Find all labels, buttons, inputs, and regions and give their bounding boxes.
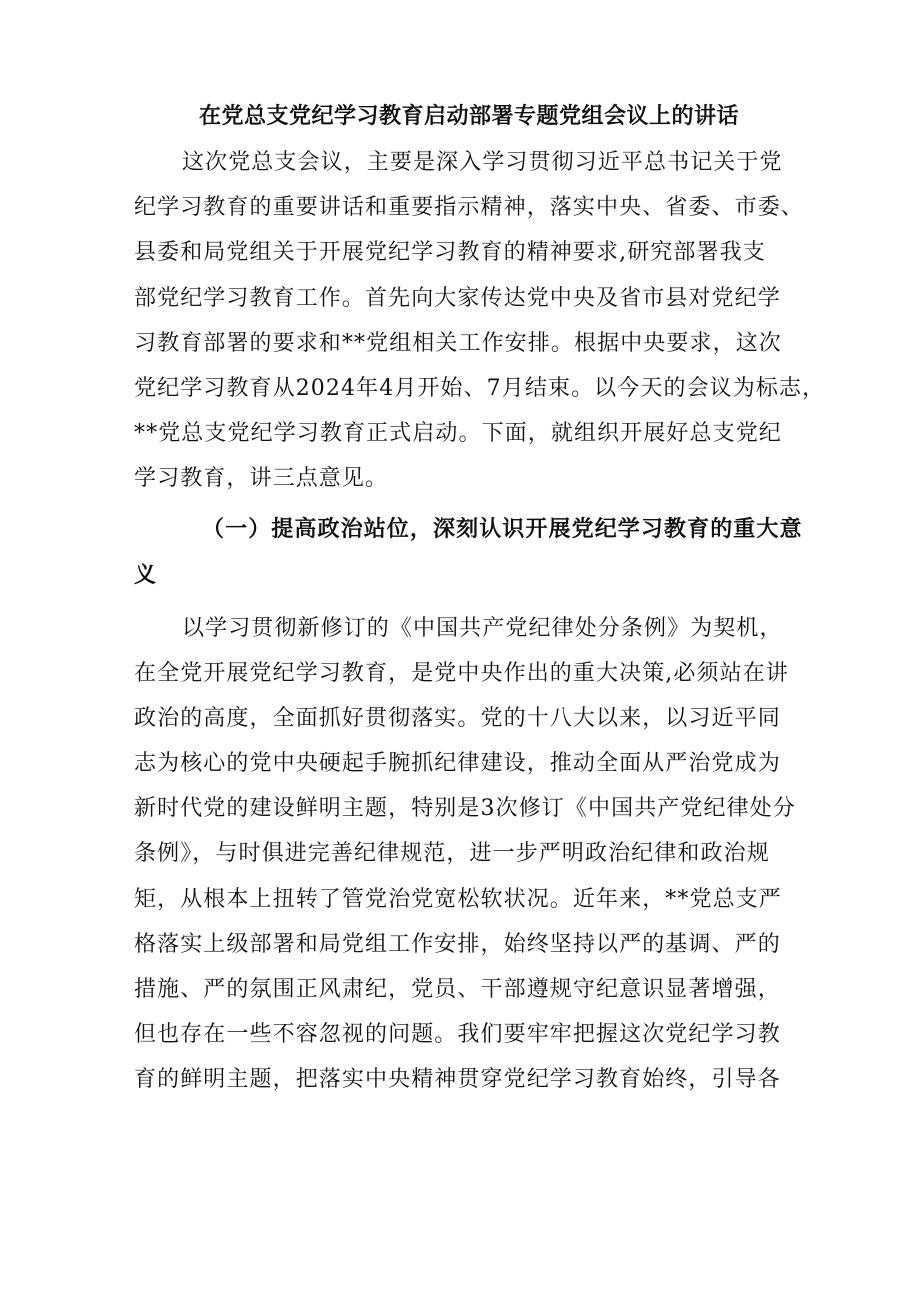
paragraph-line: 新时代党的建设鲜明主题，特别是3次修订《中国共产党纪律处分 <box>134 796 796 822</box>
intro-paragraph <box>134 140 826 502</box>
paragraph-line: **党总支党纪学习教育正式启动。下面，就组织开展好总支党纪 <box>134 421 782 447</box>
paragraph-line: 但也存在一些不容忽视的问题。我们要牢牢把握这次党纪学习教 <box>134 1022 781 1048</box>
document-title: 在党总支党纪学习教育启动部署专题党组会议上的讲话 <box>198 103 739 129</box>
section-heading-1 <box>134 506 804 598</box>
paragraph-line: 以学习贯彻新修订的《中国共产党纪律处分条例》为契机， <box>182 615 783 641</box>
heading-line: （一）提高政治站位，深刻认识开展党纪学习教育的重大意 <box>202 515 803 542</box>
paragraph-line: 学习教育，讲三点意见。 <box>134 466 389 492</box>
paragraph-line: 纪学习教育的重要讲话和重要指示精神，落实中央、省委、市委、 <box>134 195 804 221</box>
paragraph-line: 习教育部署的要求和**党组相关工作安排。根据中央要求，这次 <box>134 330 782 356</box>
paragraph-line: 育的鲜明主题，把落实中央精神贯穿党纪学习教育始终，引导各 <box>134 1067 781 1093</box>
section-1-paragraph <box>134 606 804 1103</box>
paragraph-line: 格落实上级部署和局党组工作安排，始终坚持以严的基调、严的 <box>134 931 781 957</box>
paragraph-line: 在全党开展党纪学习教育，是党中央作出的重大决策,必须站在讲 <box>134 660 789 686</box>
heading-line: 义 <box>134 561 158 588</box>
paragraph-line: 部党纪学习教育工作。首先向大家传达党中央及省市县对党纪学 <box>134 285 781 311</box>
paragraph-line: 措施、严的氛围正风肃纪，党员、干部遵规守纪意识显著增强， <box>134 977 781 1002</box>
paragraph-line: 党纪学习教育从2024年4月开始、7月结束。以今天的会议为标志， <box>134 375 826 401</box>
paragraph-line: 志为核心的党中央硬起手腕抓纪律建设，推动全面从严治党成为 <box>134 751 781 777</box>
paragraph-line: 县委和局党组关于开展党纪学习教育的精神要求,研究部署我支 <box>134 240 766 266</box>
paragraph-line: 条例》，与时俱进完善纪律规范，进一步严明政治纪律和政治规 <box>134 841 770 867</box>
document-body <box>134 96 826 1103</box>
paragraph-line: 政治的高度，全面抓好贯彻落实。党的十八大以来，以习近平同 <box>134 705 781 731</box>
paragraph-line: 矩，从根本上扭转了管党治党宽松软状况。近年来，**党总支严 <box>134 886 782 912</box>
paragraph-line: 这次党总支会议，主要是深入学习贯彻习近平总书记关于党 <box>182 150 783 175</box>
